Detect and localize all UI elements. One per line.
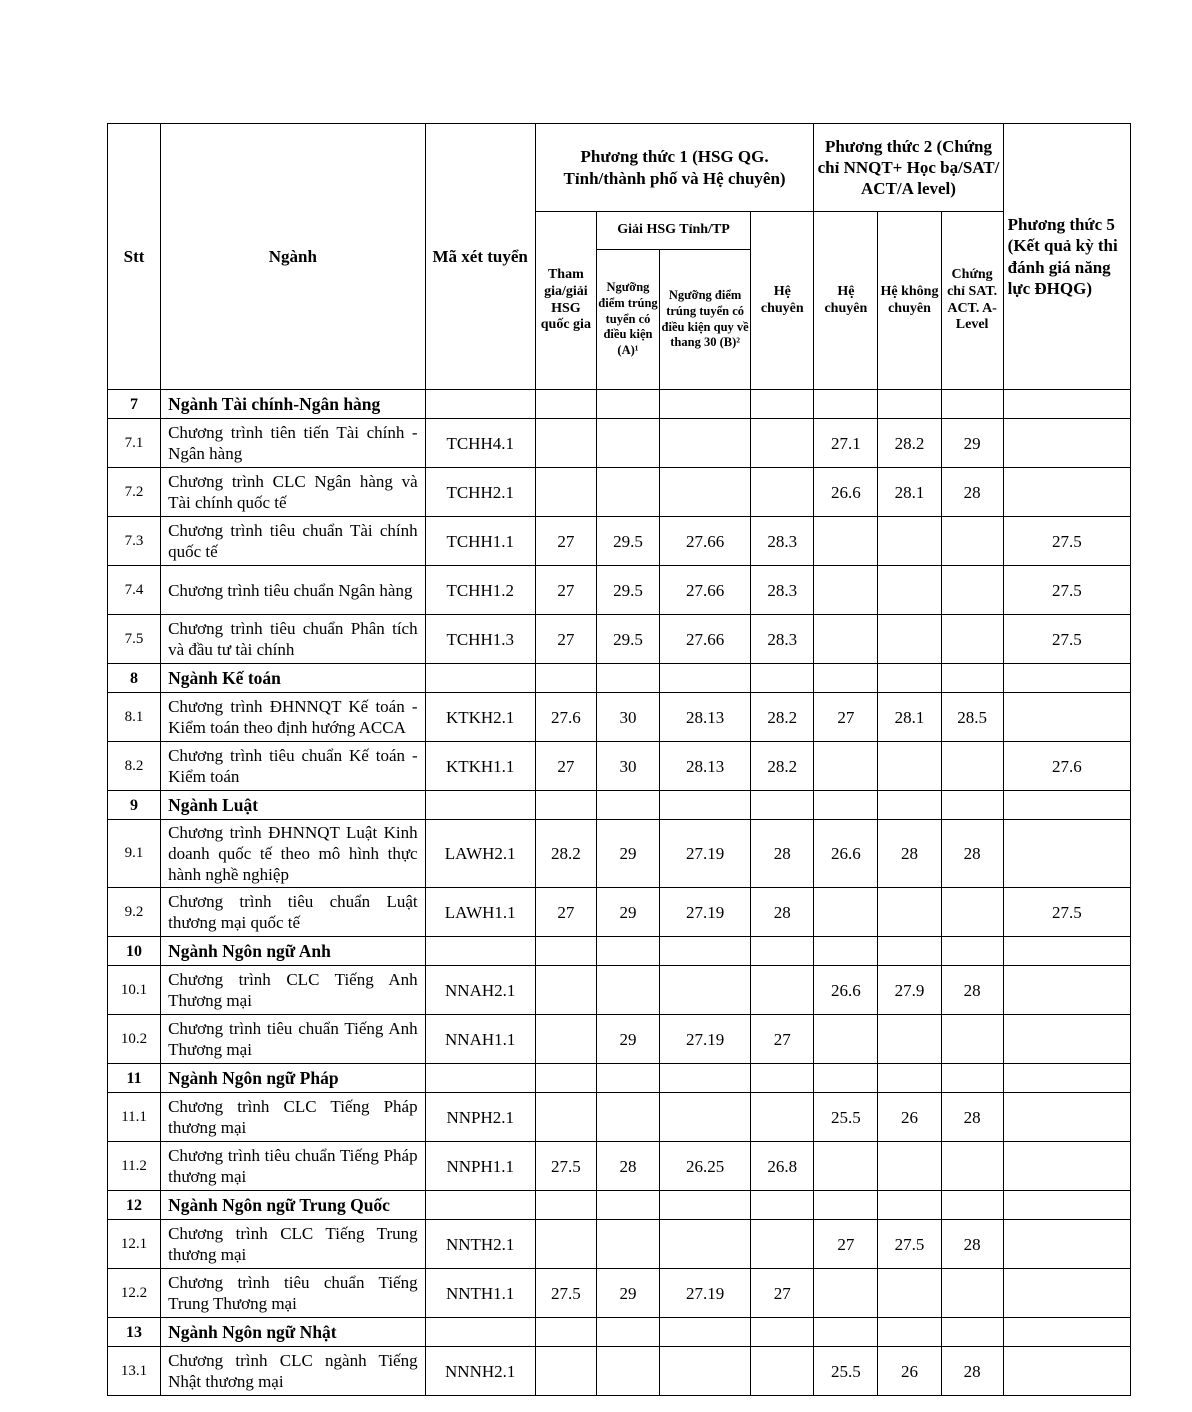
cell-he-khong-chuyen	[878, 791, 941, 820]
cell-nganh: Chương trình tiêu chuẩn Tài chính quốc tế	[161, 517, 426, 566]
category-row	[108, 664, 1131, 693]
col-header-he-chuyen-pt1: Hệ chuyên	[751, 212, 814, 390]
cell-he-khong-chuyen: 28.1	[878, 693, 941, 742]
cell-nguong-a	[596, 1191, 659, 1220]
cell-nguong-a	[596, 966, 659, 1015]
cell-he-chuyen-pt1: 27	[751, 1269, 814, 1318]
program-row	[108, 1093, 1131, 1142]
col-header-he-khong-chuyen: Hệ không chuyên	[878, 212, 941, 390]
cell-ma-xet-tuyen	[425, 664, 535, 693]
cell-nganh: Chương trình CLC Tiếng Anh Thương mại	[161, 966, 426, 1015]
cell-he-chuyen-pt1	[751, 1064, 814, 1093]
cell-ma-xet-tuyen: LAWH2.1	[425, 820, 535, 888]
cell-phuong-thuc-5: 27.5	[1003, 517, 1130, 566]
program-row	[108, 820, 1131, 888]
cell-nganh: Chương trình ĐHNNQT Luật Kinh doanh quốc tế theo mô hình thực hành nghề nghiệp	[161, 820, 426, 888]
cell-nganh: Chương trình tiêu chuẩn Phân tích và đầu tư tài chính	[161, 615, 426, 664]
cell-phuong-thuc-5	[1003, 693, 1130, 742]
cell-nganh: Ngành Ngôn ngữ Nhật	[161, 1318, 426, 1347]
cell-nguong-b: 27.19	[660, 1269, 751, 1318]
cell-nguong-a: 29	[596, 1269, 659, 1318]
cell-ma-xet-tuyen: TCHH2.1	[425, 468, 535, 517]
program-row	[108, 1220, 1131, 1269]
cell-nguong-b	[660, 937, 751, 966]
admission-score-table	[107, 123, 1131, 1396]
cell-he-chuyen-pt1	[751, 791, 814, 820]
program-row	[108, 742, 1131, 791]
cell-he-chuyen-pt2	[814, 615, 878, 664]
cell-he-chuyen-pt2	[814, 517, 878, 566]
cell-he-chuyen-pt1	[751, 664, 814, 693]
cell-he-chuyen-pt2: 27	[814, 693, 878, 742]
cell-ma-xet-tuyen: NNTH2.1	[425, 1220, 535, 1269]
cell-ma-xet-tuyen: LAWH1.1	[425, 888, 535, 937]
cell-he-chuyen-pt1	[751, 419, 814, 468]
cell-nguong-a	[596, 791, 659, 820]
cell-he-khong-chuyen: 27.5	[878, 1220, 941, 1269]
cell-he-chuyen-pt2: 25.5	[814, 1093, 878, 1142]
cell-phuong-thuc-5	[1003, 390, 1130, 419]
col-header-stt: Stt	[108, 124, 161, 390]
category-row	[108, 791, 1131, 820]
cell-he-chuyen-pt1: 27	[751, 1015, 814, 1064]
cell-he-khong-chuyen: 26	[878, 1347, 941, 1396]
cell-tham-gia-hsg	[535, 1064, 596, 1093]
cell-phuong-thuc-5	[1003, 966, 1130, 1015]
cell-he-chuyen-pt1	[751, 1093, 814, 1142]
cell-nguong-a	[596, 390, 659, 419]
cell-ma-xet-tuyen	[425, 1318, 535, 1347]
cell-phuong-thuc-5	[1003, 1318, 1130, 1347]
cell-chung-chi: 28.5	[941, 693, 1003, 742]
cell-nganh: Chương trình tiên tiến Tài chính - Ngân hàng	[161, 419, 426, 468]
cell-stt: 10	[108, 937, 161, 966]
cell-nguong-a	[596, 1318, 659, 1347]
program-row	[108, 693, 1131, 742]
cell-tham-gia-hsg: 27	[535, 517, 596, 566]
col-header-he-chuyen-pt2: Hệ chuyên	[814, 212, 878, 390]
cell-he-khong-chuyen	[878, 615, 941, 664]
cell-nganh: Chương trình CLC Tiếng Trung thương mại	[161, 1220, 426, 1269]
col-header-chung-chi-sat-act-alevel: Chứng chỉ SAT. ACT. A-Level	[941, 212, 1003, 390]
cell-stt: 12.2	[108, 1269, 161, 1318]
cell-nguong-a	[596, 664, 659, 693]
cell-chung-chi: 29	[941, 419, 1003, 468]
cell-stt: 10.2	[108, 1015, 161, 1064]
cell-nguong-b	[660, 791, 751, 820]
cell-tham-gia-hsg	[535, 390, 596, 419]
cell-nganh: Ngành Kế toán	[161, 664, 426, 693]
cell-ma-xet-tuyen: KTKH1.1	[425, 742, 535, 791]
cell-tham-gia-hsg	[535, 1220, 596, 1269]
cell-phuong-thuc-5	[1003, 419, 1130, 468]
cell-ma-xet-tuyen: TCHH1.2	[425, 566, 535, 615]
cell-tham-gia-hsg: 27	[535, 615, 596, 664]
cell-ma-xet-tuyen: NNAH1.1	[425, 1015, 535, 1064]
cell-he-chuyen-pt2: 26.6	[814, 966, 878, 1015]
cell-nguong-b	[660, 468, 751, 517]
cell-chung-chi	[941, 888, 1003, 937]
cell-nguong-b	[660, 966, 751, 1015]
program-row	[108, 1142, 1131, 1191]
cell-nguong-a	[596, 1220, 659, 1269]
cell-ma-xet-tuyen: NNPH1.1	[425, 1142, 535, 1191]
cell-chung-chi	[941, 1318, 1003, 1347]
cell-nguong-b: 27.66	[660, 517, 751, 566]
cell-phuong-thuc-5	[1003, 1347, 1130, 1396]
cell-he-khong-chuyen	[878, 1015, 941, 1064]
cell-he-chuyen-pt2: 27.1	[814, 419, 878, 468]
cell-nganh: Chương trình CLC Ngân hàng và Tài chính quốc tế	[161, 468, 426, 517]
cell-he-chuyen-pt2	[814, 1064, 878, 1093]
cell-stt: 8.2	[108, 742, 161, 791]
program-row	[108, 615, 1131, 664]
cell-nguong-b	[660, 1191, 751, 1220]
cell-phuong-thuc-5	[1003, 1142, 1130, 1191]
cell-stt: 11.2	[108, 1142, 161, 1191]
cell-chung-chi	[941, 664, 1003, 693]
cell-stt: 12	[108, 1191, 161, 1220]
cell-tham-gia-hsg: 27	[535, 888, 596, 937]
cell-phuong-thuc-5	[1003, 791, 1130, 820]
cell-tham-gia-hsg	[535, 664, 596, 693]
cell-ma-xet-tuyen: TCHH1.3	[425, 615, 535, 664]
cell-ma-xet-tuyen	[425, 791, 535, 820]
cell-he-chuyen-pt1	[751, 1318, 814, 1347]
program-row	[108, 517, 1131, 566]
cell-ma-xet-tuyen	[425, 390, 535, 419]
cell-he-chuyen-pt1: 26.8	[751, 1142, 814, 1191]
col-group-phuong-thuc-1: Phương thức 1 (HSG QG. Tỉnh/thành phố và Hệ chuyên)	[535, 124, 814, 212]
cell-tham-gia-hsg	[535, 468, 596, 517]
cell-he-chuyen-pt1	[751, 966, 814, 1015]
cell-tham-gia-hsg	[535, 1318, 596, 1347]
cell-he-chuyen-pt2	[814, 1191, 878, 1220]
cell-he-chuyen-pt1: 28.3	[751, 566, 814, 615]
program-row	[108, 1015, 1131, 1064]
cell-nganh: Chương trình CLC ngành Tiếng Nhật thương mại	[161, 1347, 426, 1396]
cell-nguong-a: 29.5	[596, 566, 659, 615]
table-header	[108, 124, 1131, 390]
cell-he-chuyen-pt2	[814, 390, 878, 419]
cell-tham-gia-hsg	[535, 1191, 596, 1220]
cell-chung-chi	[941, 1142, 1003, 1191]
cell-nguong-a: 29	[596, 1015, 659, 1064]
program-row	[108, 468, 1131, 517]
cell-he-chuyen-pt1: 28	[751, 888, 814, 937]
cell-he-chuyen-pt2	[814, 1142, 878, 1191]
cell-phuong-thuc-5	[1003, 664, 1130, 693]
cell-nguong-b: 27.19	[660, 1015, 751, 1064]
cell-he-chuyen-pt2	[814, 937, 878, 966]
col-header-ma-xet-tuyen: Mã xét tuyển	[425, 124, 535, 390]
cell-chung-chi: 28	[941, 1347, 1003, 1396]
cell-he-khong-chuyen: 28	[878, 820, 941, 888]
cell-nguong-a	[596, 1347, 659, 1396]
cell-nganh: Chương trình tiêu chuẩn Luật thương mại quốc tế	[161, 888, 426, 937]
cell-tham-gia-hsg	[535, 1093, 596, 1142]
cell-he-chuyen-pt1: 28.2	[751, 693, 814, 742]
cell-tham-gia-hsg	[535, 791, 596, 820]
cell-he-chuyen-pt2	[814, 888, 878, 937]
cell-nguong-b	[660, 664, 751, 693]
cell-nguong-a: 29.5	[596, 615, 659, 664]
cell-he-chuyen-pt2	[814, 1318, 878, 1347]
cell-he-chuyen-pt2: 27	[814, 1220, 878, 1269]
cell-he-chuyen-pt2: 26.6	[814, 820, 878, 888]
col-header-nguong-diem-a: Ngưỡng điểm trúng tuyển có điều kiện (A)¹	[596, 250, 659, 390]
cell-stt: 8.1	[108, 693, 161, 742]
cell-he-chuyen-pt1	[751, 390, 814, 419]
cell-phuong-thuc-5: 27.6	[1003, 742, 1130, 791]
cell-nganh: Ngành Tài chính-Ngân hàng	[161, 390, 426, 419]
cell-chung-chi	[941, 566, 1003, 615]
cell-he-khong-chuyen	[878, 517, 941, 566]
cell-he-khong-chuyen	[878, 1191, 941, 1220]
cell-nguong-a: 29	[596, 888, 659, 937]
cell-he-chuyen-pt1	[751, 1191, 814, 1220]
cell-stt: 13	[108, 1318, 161, 1347]
cell-he-khong-chuyen	[878, 742, 941, 791]
cell-nguong-b: 27.19	[660, 888, 751, 937]
cell-nguong-a: 29	[596, 820, 659, 888]
cell-nguong-b: 27.66	[660, 615, 751, 664]
cell-tham-gia-hsg	[535, 1015, 596, 1064]
cell-chung-chi	[941, 1269, 1003, 1318]
cell-he-chuyen-pt2	[814, 791, 878, 820]
col-group-phuong-thuc-2: Phương thức 2 (Chứng chỉ NNQT+ Học bạ/SAT/ ACT/A level)	[814, 124, 1003, 212]
col-header-nguong-diem-b: Ngưỡng điểm trúng tuyển có điều kiện quy về thang 30 (B)²	[660, 250, 751, 390]
cell-he-khong-chuyen	[878, 1269, 941, 1318]
cell-nganh: Ngành Ngôn ngữ Pháp	[161, 1064, 426, 1093]
category-row	[108, 937, 1131, 966]
cell-he-khong-chuyen: 28.1	[878, 468, 941, 517]
cell-he-chuyen-pt1	[751, 1220, 814, 1269]
admission-table-wrap	[107, 123, 1131, 1396]
cell-phuong-thuc-5	[1003, 468, 1130, 517]
cell-nguong-a	[596, 1093, 659, 1142]
cell-nganh: Chương trình ĐHNNQT Kế toán - Kiểm toán theo định hướng ACCA	[161, 693, 426, 742]
cell-nguong-b	[660, 1347, 751, 1396]
cell-he-khong-chuyen	[878, 1318, 941, 1347]
cell-nguong-b: 26.25	[660, 1142, 751, 1191]
cell-stt: 10.1	[108, 966, 161, 1015]
category-row	[108, 1318, 1131, 1347]
cell-nganh: Chương trình tiêu chuẩn Tiếng Trung Thương mại	[161, 1269, 426, 1318]
cell-he-chuyen-pt2	[814, 742, 878, 791]
cell-chung-chi	[941, 791, 1003, 820]
cell-chung-chi: 28	[941, 1093, 1003, 1142]
cell-nguong-b	[660, 390, 751, 419]
cell-chung-chi	[941, 517, 1003, 566]
cell-tham-gia-hsg: 27.6	[535, 693, 596, 742]
cell-stt: 7.5	[108, 615, 161, 664]
cell-he-chuyen-pt1	[751, 1347, 814, 1396]
program-row	[108, 1269, 1131, 1318]
cell-he-chuyen-pt2	[814, 1269, 878, 1318]
cell-chung-chi: 28	[941, 1220, 1003, 1269]
cell-he-chuyen-pt1	[751, 468, 814, 517]
cell-he-khong-chuyen: 28.2	[878, 419, 941, 468]
cell-nguong-b: 27.19	[660, 820, 751, 888]
col-header-nganh: Ngành	[161, 124, 426, 390]
cell-phuong-thuc-5	[1003, 1064, 1130, 1093]
cell-nganh: Chương trình tiêu chuẩn Tiếng Anh Thương mại	[161, 1015, 426, 1064]
cell-ma-xet-tuyen: NNTH1.1	[425, 1269, 535, 1318]
cell-chung-chi	[941, 1064, 1003, 1093]
cell-tham-gia-hsg: 27.5	[535, 1269, 596, 1318]
cell-ma-xet-tuyen: TCHH4.1	[425, 419, 535, 468]
cell-he-chuyen-pt2: 25.5	[814, 1347, 878, 1396]
cell-ma-xet-tuyen: NNAH2.1	[425, 966, 535, 1015]
cell-he-chuyen-pt1: 28	[751, 820, 814, 888]
cell-stt: 8	[108, 664, 161, 693]
cell-stt: 7.4	[108, 566, 161, 615]
program-row	[108, 888, 1131, 937]
cell-chung-chi	[941, 1015, 1003, 1064]
cell-nguong-b	[660, 1318, 751, 1347]
cell-chung-chi	[941, 1191, 1003, 1220]
cell-nganh: Ngành Ngôn ngữ Anh	[161, 937, 426, 966]
cell-tham-gia-hsg: 27	[535, 742, 596, 791]
cell-tham-gia-hsg: 27.5	[535, 1142, 596, 1191]
cell-stt: 9.2	[108, 888, 161, 937]
cell-ma-xet-tuyen: TCHH1.1	[425, 517, 535, 566]
cell-he-chuyen-pt2	[814, 566, 878, 615]
cell-phuong-thuc-5	[1003, 1269, 1130, 1318]
cell-ma-xet-tuyen: KTKH2.1	[425, 693, 535, 742]
cell-tham-gia-hsg: 28.2	[535, 820, 596, 888]
cell-phuong-thuc-5	[1003, 1191, 1130, 1220]
cell-nguong-a: 30	[596, 742, 659, 791]
col-header-phuong-thuc-5: Phương thức 5 (Kết quả kỳ thi đánh giá năng lực ĐHQG)	[1003, 124, 1130, 390]
cell-ma-xet-tuyen: NNPH2.1	[425, 1093, 535, 1142]
cell-nguong-b	[660, 419, 751, 468]
cell-nguong-a: 30	[596, 693, 659, 742]
cell-tham-gia-hsg	[535, 419, 596, 468]
cell-nganh: Chương trình tiêu chuẩn Kế toán - Kiểm toán	[161, 742, 426, 791]
cell-nguong-a	[596, 937, 659, 966]
cell-tham-gia-hsg	[535, 966, 596, 1015]
cell-stt: 7.2	[108, 468, 161, 517]
cell-chung-chi	[941, 937, 1003, 966]
cell-nguong-b	[660, 1220, 751, 1269]
cell-stt: 11.1	[108, 1093, 161, 1142]
cell-he-khong-chuyen	[878, 664, 941, 693]
cell-nguong-a	[596, 1064, 659, 1093]
cell-chung-chi	[941, 390, 1003, 419]
table-body	[108, 390, 1131, 1396]
cell-he-khong-chuyen	[878, 1064, 941, 1093]
cell-nganh: Ngành Luật	[161, 791, 426, 820]
cell-he-chuyen-pt2: 26.6	[814, 468, 878, 517]
cell-ma-xet-tuyen	[425, 1064, 535, 1093]
cell-nguong-a	[596, 419, 659, 468]
cell-stt: 13.1	[108, 1347, 161, 1396]
cell-nguong-b: 28.13	[660, 693, 751, 742]
cell-nganh: Chương trình CLC Tiếng Pháp thương mại	[161, 1093, 426, 1142]
cell-stt: 9.1	[108, 820, 161, 888]
col-group-giai-hsg-tinh-tp: Giải HSG Tỉnh/TP	[596, 212, 750, 250]
cell-he-khong-chuyen	[878, 390, 941, 419]
cell-phuong-thuc-5	[1003, 820, 1130, 888]
col-header-tham-gia-hsg-quoc-gia: Tham gia/giải HSG quốc gia	[535, 212, 596, 390]
cell-stt: 12.1	[108, 1220, 161, 1269]
cell-tham-gia-hsg	[535, 937, 596, 966]
cell-nguong-a	[596, 468, 659, 517]
cell-he-chuyen-pt1: 28.3	[751, 517, 814, 566]
cell-he-chuyen-pt1	[751, 937, 814, 966]
cell-nganh: Ngành Ngôn ngữ Trung Quốc	[161, 1191, 426, 1220]
cell-stt: 7.1	[108, 419, 161, 468]
cell-ma-xet-tuyen	[425, 1191, 535, 1220]
cell-he-chuyen-pt1: 28.2	[751, 742, 814, 791]
cell-nguong-b	[660, 1064, 751, 1093]
cell-nganh: Chương trình tiêu chuẩn Tiếng Pháp thương mại	[161, 1142, 426, 1191]
program-row	[108, 966, 1131, 1015]
cell-ma-xet-tuyen: NNNH2.1	[425, 1347, 535, 1396]
cell-he-khong-chuyen	[878, 566, 941, 615]
cell-nguong-b: 27.66	[660, 566, 751, 615]
cell-stt: 7	[108, 390, 161, 419]
cell-he-khong-chuyen	[878, 1142, 941, 1191]
cell-phuong-thuc-5	[1003, 1220, 1130, 1269]
cell-he-chuyen-pt2	[814, 1015, 878, 1064]
cell-chung-chi: 28	[941, 966, 1003, 1015]
category-row	[108, 1191, 1131, 1220]
cell-nguong-b: 28.13	[660, 742, 751, 791]
cell-phuong-thuc-5	[1003, 1015, 1130, 1064]
cell-he-khong-chuyen: 26	[878, 1093, 941, 1142]
cell-phuong-thuc-5	[1003, 1093, 1130, 1142]
cell-he-chuyen-pt2	[814, 664, 878, 693]
cell-stt: 9	[108, 791, 161, 820]
program-row	[108, 419, 1131, 468]
category-row	[108, 1064, 1131, 1093]
cell-he-khong-chuyen	[878, 888, 941, 937]
program-row	[108, 1347, 1131, 1396]
cell-chung-chi: 28	[941, 468, 1003, 517]
cell-he-khong-chuyen: 27.9	[878, 966, 941, 1015]
cell-phuong-thuc-5: 27.5	[1003, 888, 1130, 937]
cell-he-khong-chuyen	[878, 937, 941, 966]
cell-phuong-thuc-5: 27.5	[1003, 566, 1130, 615]
cell-tham-gia-hsg	[535, 1347, 596, 1396]
cell-phuong-thuc-5: 27.5	[1003, 615, 1130, 664]
cell-he-chuyen-pt1: 28.3	[751, 615, 814, 664]
category-row	[108, 390, 1131, 419]
cell-nguong-b	[660, 1093, 751, 1142]
cell-stt: 11	[108, 1064, 161, 1093]
cell-ma-xet-tuyen	[425, 937, 535, 966]
cell-nguong-a: 29.5	[596, 517, 659, 566]
cell-chung-chi	[941, 742, 1003, 791]
cell-stt: 7.3	[108, 517, 161, 566]
cell-tham-gia-hsg: 27	[535, 566, 596, 615]
cell-nganh: Chương trình tiêu chuẩn Ngân hàng	[161, 566, 426, 615]
cell-nguong-a: 28	[596, 1142, 659, 1191]
cell-chung-chi	[941, 615, 1003, 664]
program-row	[108, 566, 1131, 615]
cell-chung-chi: 28	[941, 820, 1003, 888]
cell-phuong-thuc-5	[1003, 937, 1130, 966]
